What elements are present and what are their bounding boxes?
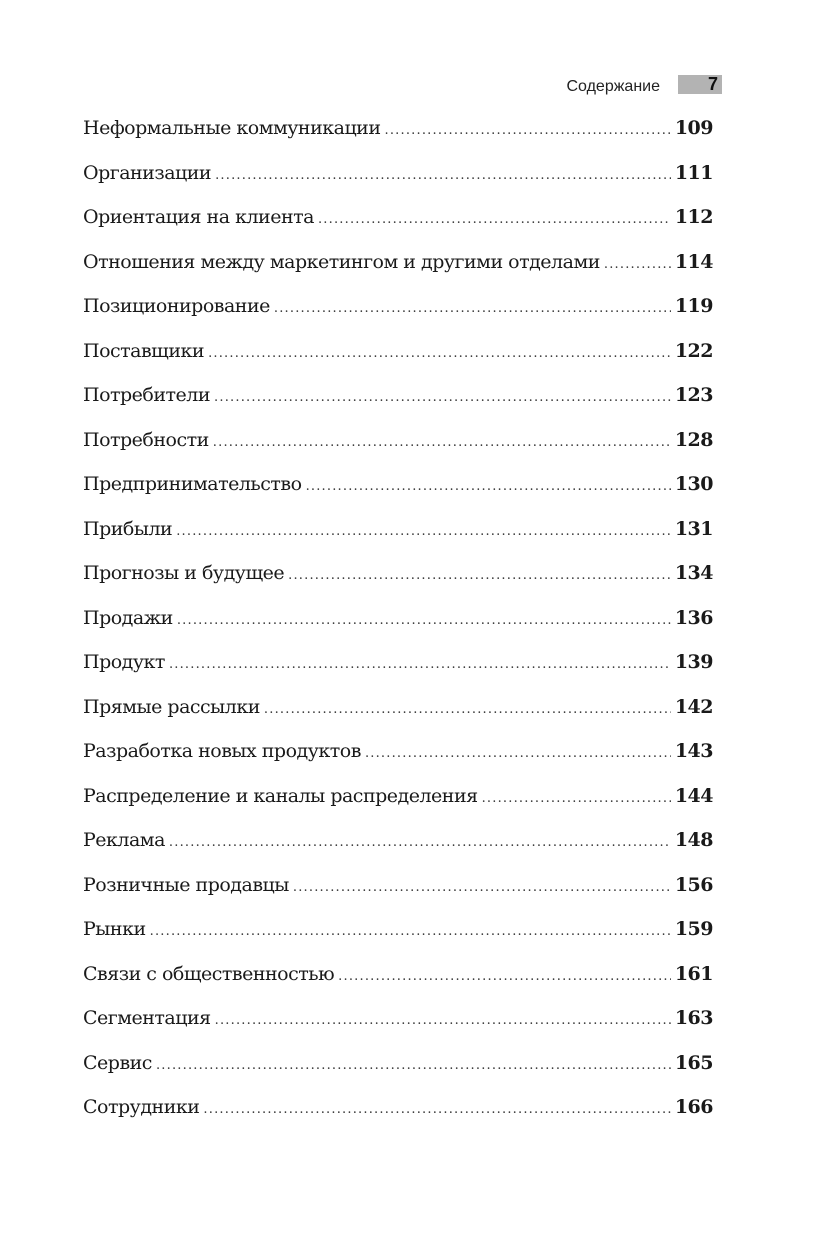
dot-leader: [482, 791, 671, 806]
toc-entry[interactable]: [83, 473, 713, 518]
dot-leader: [203, 1102, 670, 1117]
toc-entry-title: Сотрудники: [83, 1096, 200, 1118]
toc-entry[interactable]: [83, 206, 713, 251]
toc-entry[interactable]: [83, 251, 713, 296]
toc-entry[interactable]: [83, 918, 713, 963]
toc-entry[interactable]: [83, 429, 713, 474]
toc-entry[interactable]: [83, 1007, 713, 1052]
toc-entry-title: Прогнозы и будущее: [83, 562, 285, 584]
toc-entry-page-number: 143: [674, 740, 713, 762]
toc-entry-title: Неформальные коммуникации: [83, 117, 381, 139]
toc-entry-page-number: 119: [674, 295, 713, 317]
toc-entry[interactable]: [83, 651, 713, 696]
dot-leader: [293, 880, 671, 895]
dot-leader: [318, 212, 671, 227]
toc-entry-title: Прибыли: [83, 517, 173, 540]
toc-entry[interactable]: [83, 162, 713, 207]
dot-leader: [385, 123, 671, 138]
dot-leader: [169, 657, 671, 672]
toc-entry-page-number: 114: [674, 250, 713, 273]
toc-entry[interactable]: [83, 1052, 713, 1097]
toc-entry-page-number: 130: [674, 473, 713, 495]
toc-entry-page-number: 139: [674, 651, 713, 673]
toc-entry-page-number: 148: [674, 829, 713, 851]
toc-entry-page-number: 131: [674, 517, 713, 540]
dot-leader: [365, 746, 671, 761]
toc-entry-title: Организации: [83, 161, 212, 184]
dot-leader: [208, 346, 671, 361]
toc-entry-page-number: 144: [674, 784, 713, 807]
dot-leader: [264, 702, 671, 717]
toc-entry-title: Прямые рассылки: [83, 695, 260, 718]
dot-leader: [213, 435, 671, 450]
running-header: [0, 75, 722, 97]
toc-entry-page-number: 128: [674, 428, 713, 451]
dot-leader: [177, 613, 671, 628]
toc-entry[interactable]: [83, 963, 713, 1008]
toc-entry-title: Потребности: [83, 428, 209, 451]
dot-leader: [169, 835, 671, 850]
toc-entry[interactable]: [83, 696, 713, 741]
toc-entry-page-number: 165: [674, 1051, 713, 1074]
toc-entry-page-number: 134: [674, 562, 713, 584]
dot-leader: [215, 1013, 671, 1028]
toc-entry[interactable]: [83, 874, 713, 919]
toc-entry-title: Сервис: [83, 1051, 152, 1074]
dot-leader: [288, 568, 671, 583]
toc-entry-title: Позиционирование: [83, 295, 270, 317]
toc-entry-title: Продукт: [83, 651, 165, 673]
table-of-contents: [83, 117, 713, 1141]
toc-entry[interactable]: [83, 785, 713, 830]
toc-entry-page-number: 123: [674, 384, 713, 406]
toc-entry[interactable]: [83, 740, 713, 785]
toc-entry-page-number: 161: [674, 962, 713, 985]
toc-entry-title: Сегментация: [83, 1007, 211, 1029]
dot-leader: [176, 524, 671, 539]
dot-leader: [150, 924, 671, 939]
page-number-tab: 7: [678, 75, 722, 94]
toc-entry[interactable]: [83, 607, 713, 652]
toc-entry-title: Розничные продавцы: [83, 873, 289, 896]
toc-entry-page-number: 159: [674, 918, 713, 940]
toc-entry[interactable]: [83, 562, 713, 607]
dot-leader: [604, 257, 671, 272]
toc-entry[interactable]: [83, 518, 713, 563]
toc-entry-page-number: 166: [674, 1096, 713, 1118]
dot-leader: [338, 969, 671, 984]
toc-entry-page-number: 163: [674, 1007, 713, 1029]
toc-entry-title: Рынки: [83, 918, 146, 940]
toc-entry-title: Связи с общественностью: [83, 962, 335, 985]
toc-entry-title: Предпринимательство: [83, 473, 302, 495]
toc-entry[interactable]: [83, 295, 713, 340]
toc-entry[interactable]: [83, 340, 713, 385]
dot-leader: [214, 390, 671, 405]
toc-entry-title: Ориентация на клиента: [83, 206, 314, 228]
toc-entry-page-number: 142: [674, 695, 713, 718]
toc-entry-page-number: 156: [674, 873, 713, 896]
toc-entry-title: Отношения между маркетингом и другими отделами: [83, 250, 600, 273]
toc-entry-title: Разработка новых продуктов: [83, 740, 361, 762]
dot-leader: [156, 1058, 671, 1073]
toc-entry-page-number: 111: [674, 161, 713, 184]
toc-entry[interactable]: [83, 384, 713, 429]
toc-entry-title: Продажи: [83, 606, 173, 629]
toc-entry-title: Реклама: [83, 829, 165, 851]
header-title: Содержание: [566, 78, 660, 95]
toc-entry[interactable]: [83, 117, 713, 162]
toc-entry-page-number: 112: [674, 206, 713, 228]
dot-leader: [306, 479, 671, 494]
toc-entry[interactable]: [83, 829, 713, 874]
dot-leader: [215, 168, 671, 183]
toc-entry-page-number: 109: [674, 117, 713, 139]
dot-leader: [274, 301, 671, 316]
toc-entry-title: Распределение и каналы распределения: [83, 784, 478, 807]
toc-entry[interactable]: [83, 1096, 713, 1141]
toc-entry-title: Поставщики: [83, 339, 205, 362]
toc-entry-title: Потребители: [83, 384, 211, 406]
toc-entry-page-number: 122: [674, 339, 713, 362]
toc-entry-page-number: 136: [674, 606, 713, 629]
